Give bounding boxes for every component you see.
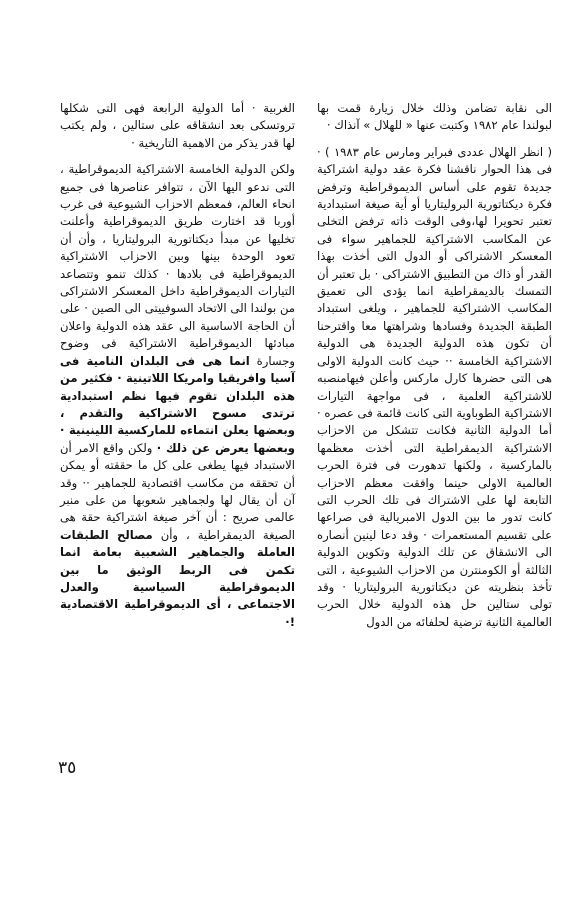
paragraph: ( انظر الهلال عددى فبراير ومارس عام ١٩٨٣ ) · فى هذا الحوار ناقشنا فكرة عقد دولية اشتراكية جديدة تقوم على أساس الديموقراطية وترفض فكرة ديكتاتورية البروليتاريا أو أية صيغة استبدادية تعتبر تحويرا لها،وفى الوقت ذاته ترفض التخلى عن المكاسب الاشتراكية للجماهير سواء فى المعسكر الاشتراكى أو الدول التى أخذت بهذا القدر أو ذاك من التطبيق الاشتراكى · بل تعتبر أن التمسك بالديمقراطية انما يؤدى الى تعميق المكاسب الاشتراكية للجماهير ، ويلغى استبداد الطبقة الجديدة وفسادها وشراهتها معا واقترحنا أن تكون هذه الدولية الجديدة هى الدولية الاشتراكية الخامسة ·· حيث كانت الدولية الاولى هى التى حضرها كارل ماركس وأعلن فيهامنصبه للاشتراكية العلمية ، فى مواجهة التيارات الاشتراكية الطوباوية التى كانت قائمة فى عصره · أما الدولية الثانية فكانت تتشكل من الاحزاب الاشتراكية الديمقراطية التى أخذت معظمها بالماركسية ، ولكنها تدهورت فى فترة الحرب العالمية الاولى حينما وافقت معظم الاحزاب التابعة لها على الاشتراك فى تلك الحرب التى كانت تدور ما بين الدول الامبريالية فى صراعها على تقسيم المستعمرات · وقد دعا لينين أنصاره الى الانشقاق عن تلك الدولية وتكوين الدولية الثالثة أو الكومنترن من الاحزاب الشيوعية ، التى تأخذ بنظريته عن ديكتاتورية البروليتاريا · وقد تولى ستالين حل هذه الدولية خلال الحرب العالمية الثانية ترضية لحلفائه من الدول xyxy=(317,144,552,629)
paragraph: الى نقابة تضامن وذلك خلال زيارة قمت بها لبولندا عام ١٩٨٢ وكتبت عنها « للهلال » آنذاك · xyxy=(317,101,552,133)
page-number: ٣٥ xyxy=(58,758,77,778)
paragraph: الغربية · أما الدولية الرابعة فهى التى شكلها تروتسكى بعد انشقاقه على ستالين ، ولم يكتب لها قدر يذكر من الاهمية التاريخية · xyxy=(60,101,295,150)
text-column-right xyxy=(317,100,552,631)
paragraph xyxy=(60,161,295,631)
bold-text-run: مصالح الطبقات العاملة والجماهير الشعبية بعامة انما تكمن فى الربط الوثيق ما بين الديموقراطية السياسية والعدل الاجتماعى ، أى الديموقراطية الاقتصادية !· xyxy=(60,527,295,629)
text-run: ولكن الدولية الخامسة الاشتراكية الديموقراطية ، التى ندعو اليها الآن ، تتوافر عناصرها فى جميع انحاء العالم، فمعظم الاحزاب الشيوعية فى غرب أوربا قد اختارت طريق الديموقراطية وأعلنت تخليها عن مبدأ ديكتاتورية البروليتاريا ، وأن أن تعود الوحدة بينها وبين الاحزاب الاشتراكية الديموقراطية فى بلادها · كذلك تنمو وتتصاعد التيارات الديموقراطية داخل المعسكر الاشتراكى من بولندا الى الاتحاد السوفييتى الى الصين · على أن الحاجة الاساسية الى عقد هذه الدولية واعلان مبادئها الديموقراطية الاشتراكية فى وضوح وجسارة xyxy=(60,162,295,368)
text-run: ولكن واقع الامر أن الاستبداد فيها يطغى على كل ما حققته أو يمكن أن تحققه من مكاسب اقتصادية للجماهير ·· وقد آن أن يقال لها ولجماهير شعوبها من على منبر عالمى صريح : أن آخر صيغة اشتراكية حقة هى الصيغة الديمقراطية ، وأن xyxy=(60,440,295,542)
text-column-left xyxy=(60,100,295,631)
bold-text-run: انما هى فى البلدان النامية فى آسيا وافريقيا وامريكا اللاتينية · فكثير من هذه البلدان تقوم فيها نظم استبدادية ترتدى مسوح الاشتراكية والتقدم ، وبعضها يعلن انتماءه للماركسية اللينينية · وبعضها يعرض عن ذلك · xyxy=(60,353,296,455)
